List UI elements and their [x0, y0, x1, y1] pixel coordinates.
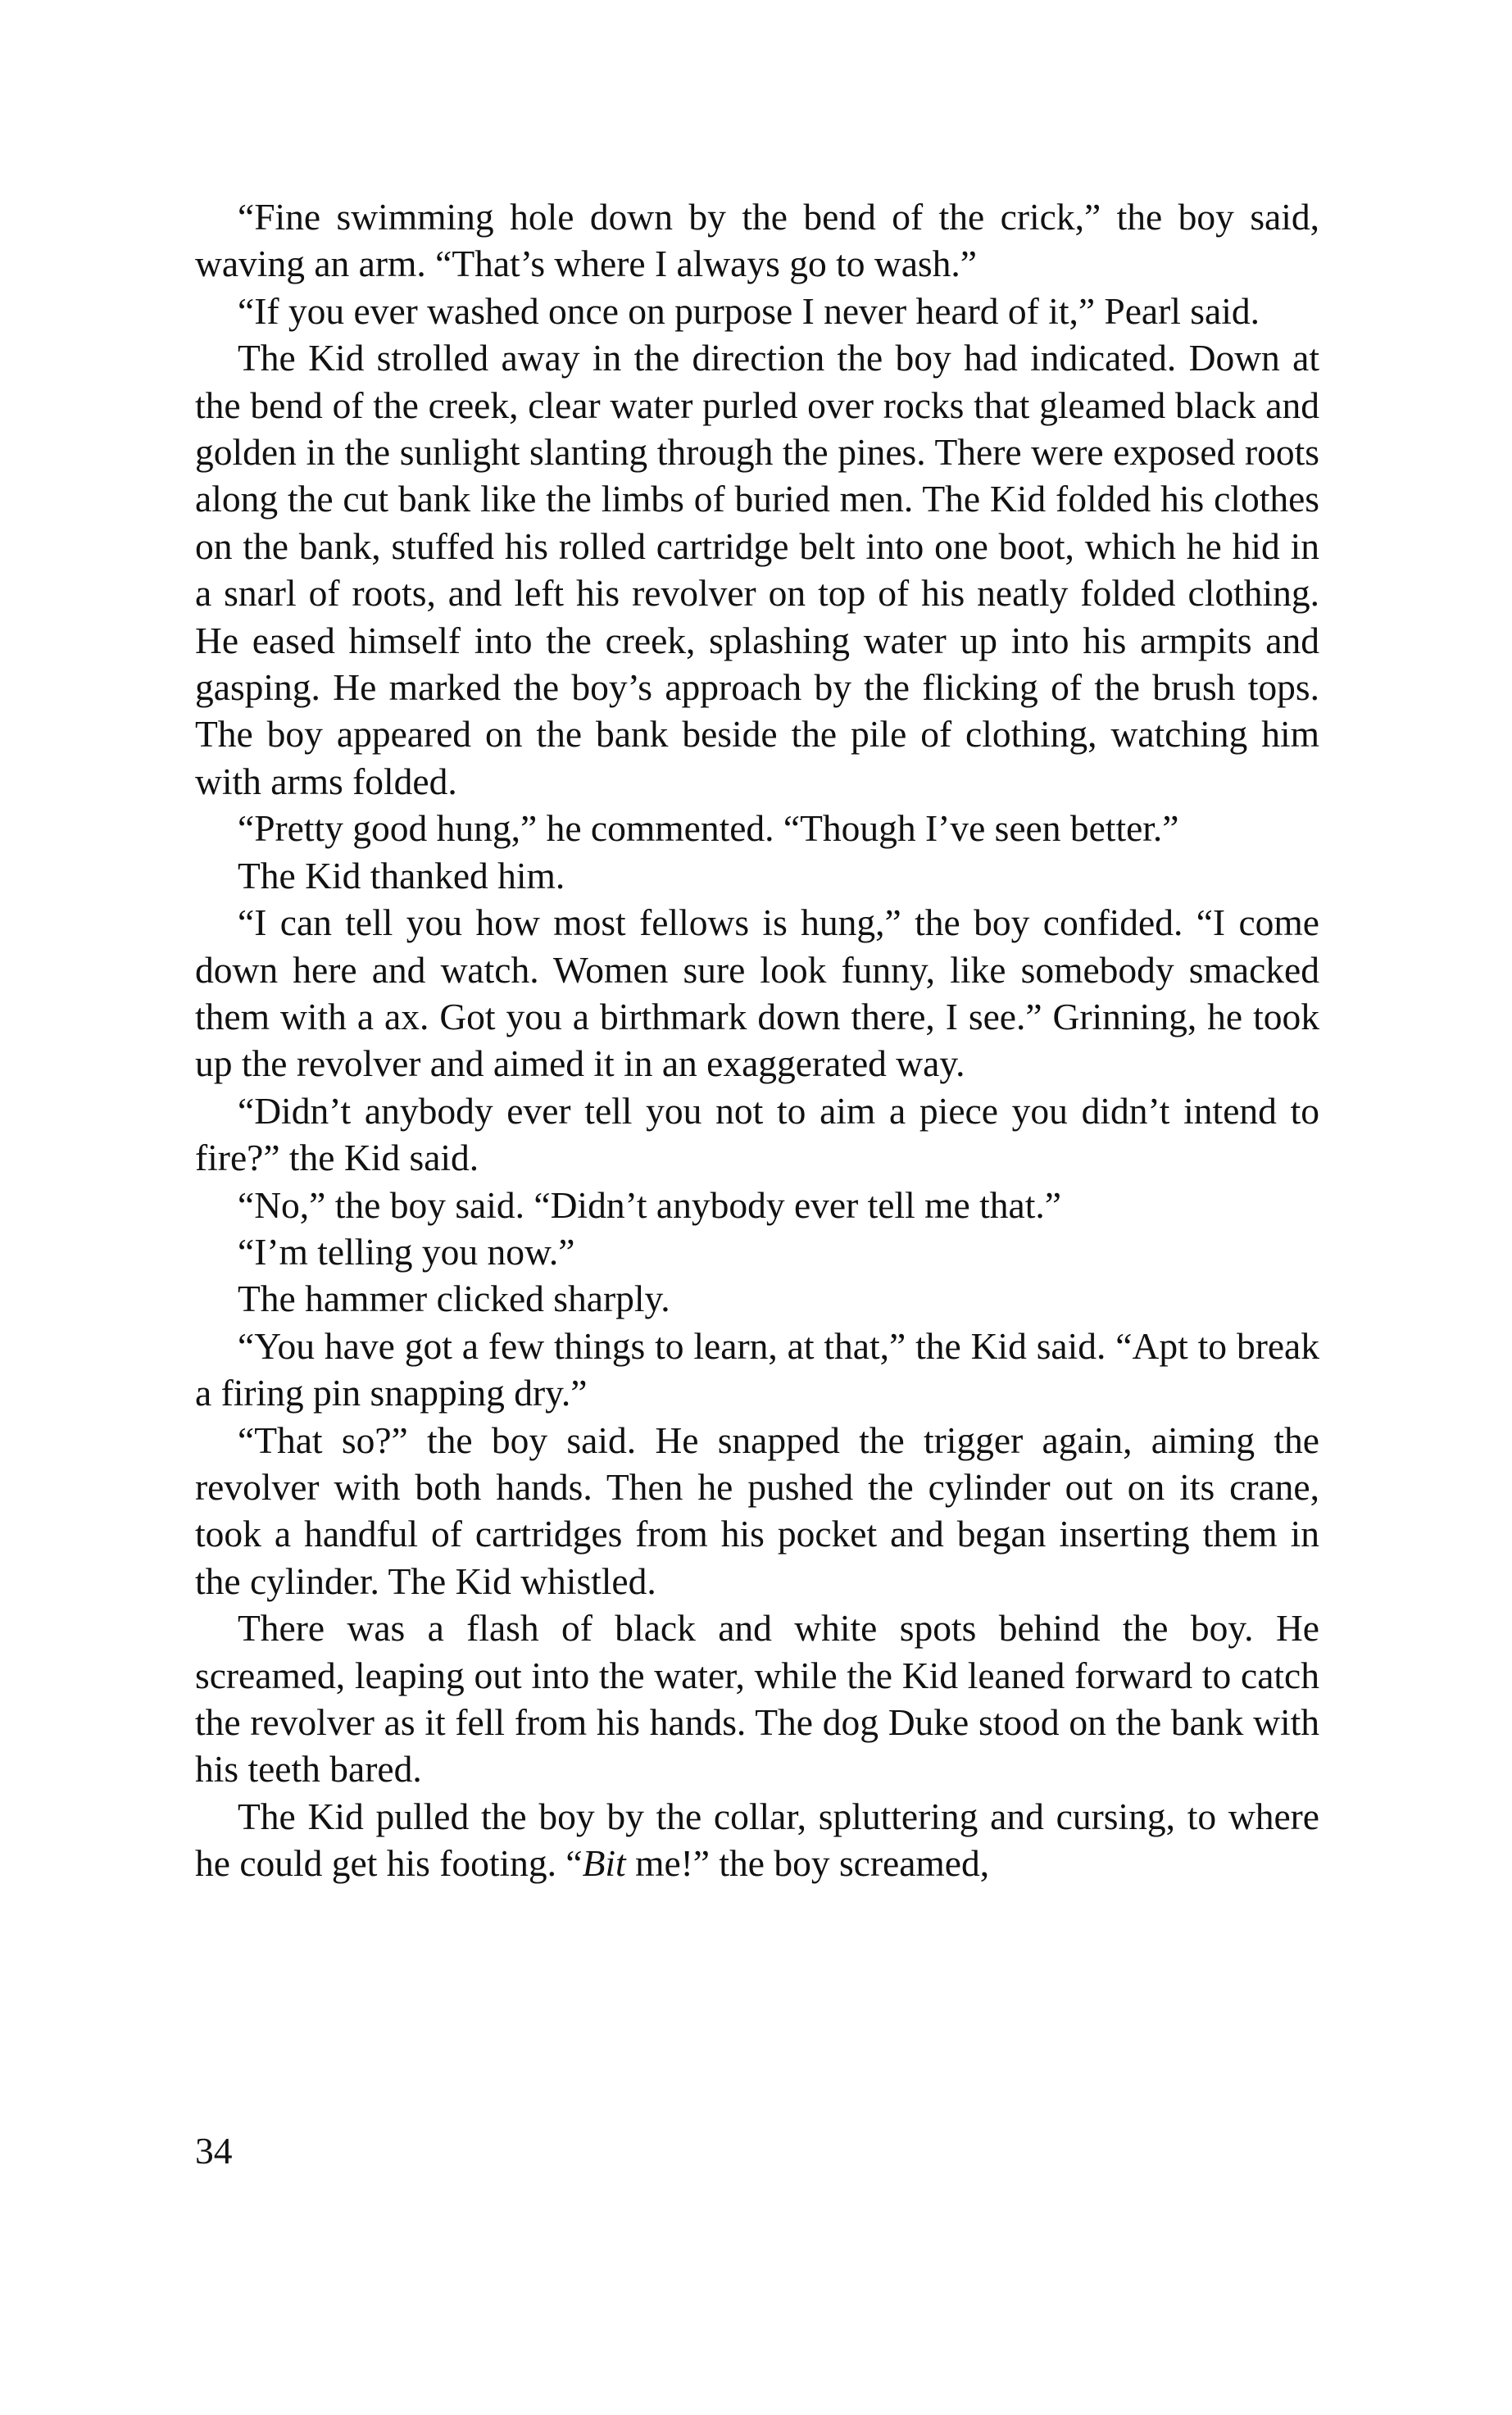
paragraph-10: The hammer clicked sharply. — [238, 1278, 670, 1320]
paragraph-1: “Fine swimming hole down by the bend of the crick,” the boy said, waving an arm. “That’s where I always go to wash.” — [195, 196, 1319, 285]
body-text — [195, 193, 1319, 1887]
paragraph-13: There was a flash of black and white spots behind the boy. He screamed, leaping out into the water, while the Kid leaned forward to catch the revolver as it fell from his hands. The dog Duke stood on the bank with his teeth bared. — [195, 1607, 1319, 1791]
paragraph-4: “Pretty good hung,” he commented. “Though I’ve seen better.” — [238, 807, 1179, 850]
paragraph-7: “Didn’t anybody ever tell you not to aim a piece you didn’t intend to fire?” the Kid said. — [195, 1089, 1319, 1179]
paragraph-3: The Kid strolled away in the direction the boy had indicated. Down at the bend of the creek, clear water purled over rocks that gleamed black and golden in the sunlight slanting through the pines. There were exposed roots along the cut bank like the limbs of buried men. The Kid folded his clothes on the bank, stuffed his rolled cartridge belt into one boot, which he hid in a snarl of roots, and left his revolver on top of his neatly folded clothing. He eased himself into the creek, splashing water up into his armpits and gasping. He marked the boy’s approach by the flicking of the brush tops. The boy appeared on the bank beside the pile of clothing, watching him with arms folded. — [195, 337, 1319, 802]
paragraph-8: “No,” the boy said. “Didn’t anybody ever tell me that.” — [238, 1183, 1061, 1226]
page-number: 34 — [195, 2130, 233, 2172]
paragraph-14-after: me!” the boy screamed, — [625, 1842, 990, 1885]
paragraph-6: “I can tell you how most fellows is hung,” the boy confided. “I come down here and watch. Women sure look funny, like somebody smacked them with a ax. Got you a birthmark down there, I see.” Grinning, he took up the revolver and aimed it in an exaggerated way. — [195, 901, 1319, 1085]
paragraph-5: The Kid thanked him. — [238, 854, 565, 897]
paragraph-14 — [195, 1793, 1319, 1887]
paragraph-2: “If you ever washed once on purpose I never heard of it,” Pearl said. — [238, 289, 1260, 332]
paragraph-12: “That so?” the boy said. He snapped the trigger again, aiming the revolver with both hands. Then he pushed the cylinder out on its crane, took a handful of cartridges from his pocket and began inserting them in the cylinder. The Kid whistled. — [195, 1419, 1319, 1602]
paragraph-14-before: The Kid pulled the boy by the collar, spluttering and cursing, to where he could get his footing. “ — [195, 1795, 1319, 1885]
paragraph-9: “I’m telling you now.” — [238, 1230, 575, 1273]
paragraph-14-italic: Bit — [582, 1842, 626, 1885]
paragraph-11: “You have got a few things to learn, at that,” the Kid said. “Apt to break a firing pin snapping dry.” — [195, 1324, 1319, 1414]
